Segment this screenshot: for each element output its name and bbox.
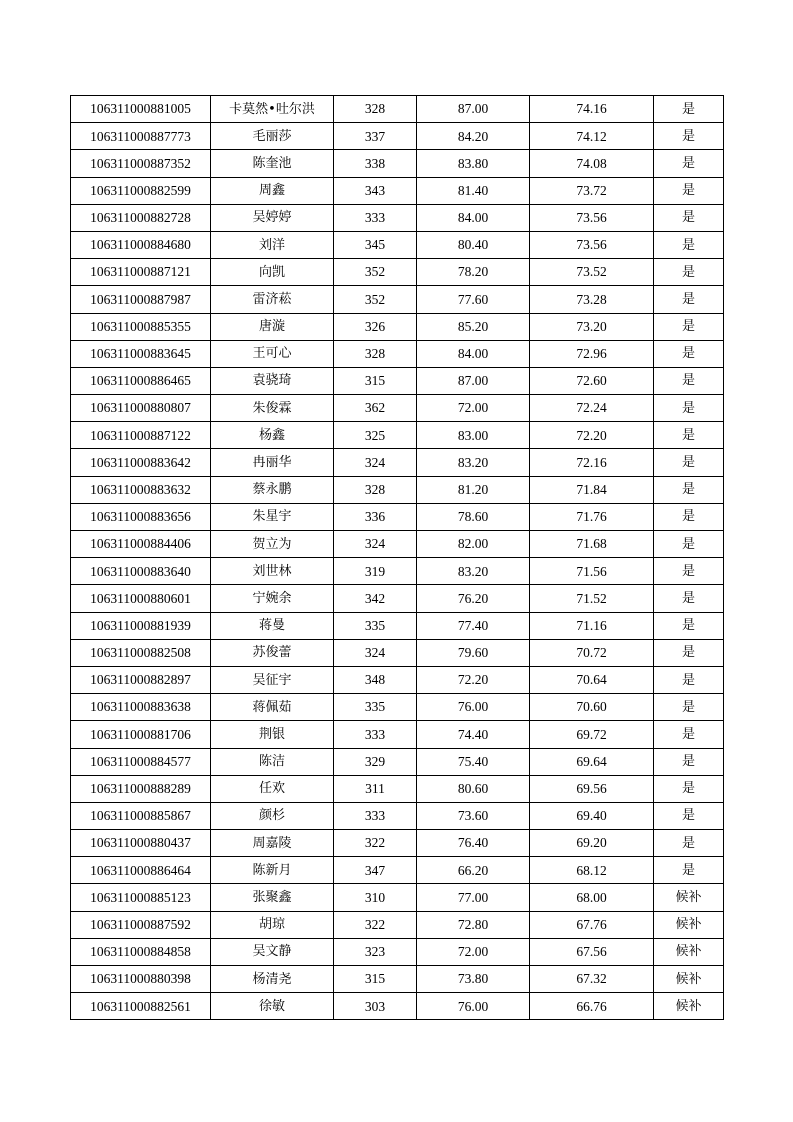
admitted-cell: 是 [654, 558, 724, 585]
table-row [71, 884, 724, 911]
score-cell: 347 [334, 857, 417, 884]
candidate-id-cell: 106311000883642 [71, 449, 211, 476]
candidate-id-cell: 106311000887121 [71, 259, 211, 286]
score-cell: 362 [334, 395, 417, 422]
interview-score-cell: 84.20 [417, 123, 530, 150]
table-row [71, 748, 724, 775]
score-cell: 329 [334, 748, 417, 775]
total-score-cell: 72.24 [530, 395, 654, 422]
total-score-cell: 72.16 [530, 449, 654, 476]
table-row [71, 694, 724, 721]
table-row [71, 993, 724, 1020]
score-cell: 333 [334, 721, 417, 748]
total-score-cell: 71.68 [530, 531, 654, 558]
table-row [71, 476, 724, 503]
candidate-id-cell: 106311000882728 [71, 204, 211, 231]
candidate-id-cell: 106311000884858 [71, 938, 211, 965]
total-score-cell: 69.64 [530, 748, 654, 775]
table-row [71, 123, 724, 150]
admitted-cell: 是 [654, 639, 724, 666]
total-score-cell: 73.52 [530, 259, 654, 286]
admitted-cell: 候补 [654, 911, 724, 938]
candidate-id-cell: 106311000883632 [71, 476, 211, 503]
score-cell: 315 [334, 367, 417, 394]
score-cell: 325 [334, 422, 417, 449]
name-cell: 唐漩 [211, 313, 334, 340]
admitted-cell: 是 [654, 259, 724, 286]
admitted-cell: 是 [654, 721, 724, 748]
score-cell: 310 [334, 884, 417, 911]
name-cell: 周鑫 [211, 177, 334, 204]
admitted-cell: 是 [654, 666, 724, 693]
table-row [71, 721, 724, 748]
total-score-cell: 69.20 [530, 830, 654, 857]
score-cell: 352 [334, 286, 417, 313]
candidate-id-cell: 106311000884680 [71, 231, 211, 258]
table-row [71, 231, 724, 258]
total-score-cell: 70.64 [530, 666, 654, 693]
interview-score-cell: 72.20 [417, 666, 530, 693]
name-cell: 袁骁琦 [211, 367, 334, 394]
total-score-cell: 66.76 [530, 993, 654, 1020]
interview-score-cell: 85.20 [417, 313, 530, 340]
table-row [71, 775, 724, 802]
results-table [70, 95, 724, 1020]
table-row [71, 503, 724, 530]
candidate-id-cell: 106311000880807 [71, 395, 211, 422]
interview-score-cell: 84.00 [417, 204, 530, 231]
candidate-id-cell: 106311000883640 [71, 558, 211, 585]
admitted-cell: 候补 [654, 884, 724, 911]
admitted-cell: 候补 [654, 993, 724, 1020]
admitted-cell: 候补 [654, 966, 724, 993]
interview-score-cell: 77.00 [417, 884, 530, 911]
name-cell: 卡莫然•吐尔洪 [211, 96, 334, 123]
candidate-id-cell: 106311000882897 [71, 666, 211, 693]
candidate-id-cell: 106311000884406 [71, 531, 211, 558]
table-row [71, 558, 724, 585]
table-row [71, 585, 724, 612]
total-score-cell: 73.56 [530, 231, 654, 258]
interview-score-cell: 78.20 [417, 259, 530, 286]
table-row [71, 802, 724, 829]
candidate-id-cell: 106311000881706 [71, 721, 211, 748]
name-cell: 周嘉陵 [211, 830, 334, 857]
interview-score-cell: 74.40 [417, 721, 530, 748]
total-score-cell: 72.96 [530, 340, 654, 367]
admitted-cell: 是 [654, 612, 724, 639]
table-row [71, 204, 724, 231]
table-row [71, 395, 724, 422]
total-score-cell: 74.12 [530, 123, 654, 150]
interview-score-cell: 83.00 [417, 422, 530, 449]
interview-score-cell: 66.20 [417, 857, 530, 884]
admitted-cell: 是 [654, 150, 724, 177]
interview-score-cell: 83.20 [417, 558, 530, 585]
name-cell: 冉丽华 [211, 449, 334, 476]
admitted-cell: 是 [654, 123, 724, 150]
total-score-cell: 69.40 [530, 802, 654, 829]
name-cell: 王可心 [211, 340, 334, 367]
name-cell: 毛丽莎 [211, 123, 334, 150]
admitted-cell: 是 [654, 531, 724, 558]
candidate-id-cell: 106311000888289 [71, 775, 211, 802]
admitted-cell: 是 [654, 340, 724, 367]
total-score-cell: 67.76 [530, 911, 654, 938]
table-row [71, 150, 724, 177]
table-row [71, 830, 724, 857]
score-cell: 336 [334, 503, 417, 530]
total-score-cell: 71.16 [530, 612, 654, 639]
score-cell: 324 [334, 639, 417, 666]
candidate-id-cell: 106311000880601 [71, 585, 211, 612]
candidate-id-cell: 106311000887352 [71, 150, 211, 177]
interview-score-cell: 76.00 [417, 993, 530, 1020]
admitted-cell: 是 [654, 177, 724, 204]
name-cell: 朱星宇 [211, 503, 334, 530]
interview-score-cell: 73.60 [417, 802, 530, 829]
name-cell: 吴婷婷 [211, 204, 334, 231]
admitted-cell: 是 [654, 503, 724, 530]
score-cell: 303 [334, 993, 417, 1020]
admitted-cell: 是 [654, 775, 724, 802]
table-row [71, 612, 724, 639]
score-cell: 322 [334, 830, 417, 857]
admitted-cell: 是 [654, 748, 724, 775]
admitted-cell: 是 [654, 449, 724, 476]
results-table-body [71, 96, 724, 1020]
total-score-cell: 67.32 [530, 966, 654, 993]
name-cell: 苏俊蕾 [211, 639, 334, 666]
interview-score-cell: 79.60 [417, 639, 530, 666]
score-cell: 324 [334, 531, 417, 558]
interview-score-cell: 87.00 [417, 96, 530, 123]
name-cell: 刘世林 [211, 558, 334, 585]
name-cell: 杨鑫 [211, 422, 334, 449]
candidate-id-cell: 106311000887987 [71, 286, 211, 313]
total-score-cell: 69.56 [530, 775, 654, 802]
score-cell: 342 [334, 585, 417, 612]
name-cell: 张聚鑫 [211, 884, 334, 911]
interview-score-cell: 75.40 [417, 748, 530, 775]
interview-score-cell: 76.00 [417, 694, 530, 721]
total-score-cell: 71.56 [530, 558, 654, 585]
total-score-cell: 74.08 [530, 150, 654, 177]
score-cell: 352 [334, 259, 417, 286]
total-score-cell: 67.56 [530, 938, 654, 965]
admitted-cell: 候补 [654, 938, 724, 965]
interview-score-cell: 80.60 [417, 775, 530, 802]
interview-score-cell: 77.40 [417, 612, 530, 639]
name-cell: 蒋佩茹 [211, 694, 334, 721]
score-cell: 338 [334, 150, 417, 177]
candidate-id-cell: 106311000886464 [71, 857, 211, 884]
name-cell: 颜杉 [211, 802, 334, 829]
admitted-cell: 是 [654, 367, 724, 394]
admitted-cell: 是 [654, 585, 724, 612]
admitted-cell: 是 [654, 476, 724, 503]
score-cell: 319 [334, 558, 417, 585]
score-cell: 335 [334, 694, 417, 721]
interview-score-cell: 84.00 [417, 340, 530, 367]
name-cell: 陈洁 [211, 748, 334, 775]
table-row [71, 313, 724, 340]
name-cell: 宁婉余 [211, 585, 334, 612]
admitted-cell: 是 [654, 286, 724, 313]
total-score-cell: 70.60 [530, 694, 654, 721]
candidate-id-cell: 106311000885123 [71, 884, 211, 911]
admitted-cell: 是 [654, 857, 724, 884]
score-cell: 335 [334, 612, 417, 639]
candidate-id-cell: 106311000886465 [71, 367, 211, 394]
interview-score-cell: 83.20 [417, 449, 530, 476]
score-cell: 328 [334, 96, 417, 123]
table-row [71, 857, 724, 884]
name-cell: 刘洋 [211, 231, 334, 258]
score-cell: 322 [334, 911, 417, 938]
table-row [71, 259, 724, 286]
candidate-id-cell: 106311000883645 [71, 340, 211, 367]
admitted-cell: 是 [654, 395, 724, 422]
score-cell: 315 [334, 966, 417, 993]
interview-score-cell: 82.00 [417, 531, 530, 558]
candidate-id-cell: 106311000882561 [71, 993, 211, 1020]
total-score-cell: 68.12 [530, 857, 654, 884]
interview-score-cell: 81.20 [417, 476, 530, 503]
admitted-cell: 是 [654, 96, 724, 123]
interview-score-cell: 80.40 [417, 231, 530, 258]
table-row [71, 911, 724, 938]
table-row [71, 96, 724, 123]
score-cell: 328 [334, 476, 417, 503]
score-cell: 326 [334, 313, 417, 340]
score-cell: 333 [334, 802, 417, 829]
score-cell: 328 [334, 340, 417, 367]
table-row [71, 938, 724, 965]
candidate-id-cell: 106311000883638 [71, 694, 211, 721]
candidate-id-cell: 106311000885867 [71, 802, 211, 829]
admitted-cell: 是 [654, 422, 724, 449]
table-row [71, 177, 724, 204]
name-cell: 陈奎池 [211, 150, 334, 177]
table-row [71, 531, 724, 558]
total-score-cell: 70.72 [530, 639, 654, 666]
name-cell: 陈新月 [211, 857, 334, 884]
total-score-cell: 72.20 [530, 422, 654, 449]
candidate-id-cell: 106311000885355 [71, 313, 211, 340]
candidate-id-cell: 106311000887773 [71, 123, 211, 150]
interview-score-cell: 72.00 [417, 938, 530, 965]
name-cell: 贺立为 [211, 531, 334, 558]
candidate-id-cell: 106311000882599 [71, 177, 211, 204]
admitted-cell: 是 [654, 802, 724, 829]
interview-score-cell: 87.00 [417, 367, 530, 394]
interview-score-cell: 73.80 [417, 966, 530, 993]
candidate-id-cell: 106311000882508 [71, 639, 211, 666]
candidate-id-cell: 106311000884577 [71, 748, 211, 775]
candidate-id-cell: 106311000887122 [71, 422, 211, 449]
candidate-id-cell: 106311000883656 [71, 503, 211, 530]
table-row [71, 286, 724, 313]
interview-score-cell: 76.40 [417, 830, 530, 857]
name-cell: 胡琼 [211, 911, 334, 938]
total-score-cell: 71.76 [530, 503, 654, 530]
interview-score-cell: 78.60 [417, 503, 530, 530]
name-cell: 吴文静 [211, 938, 334, 965]
table-row [71, 422, 724, 449]
name-cell: 徐敏 [211, 993, 334, 1020]
table-row [71, 639, 724, 666]
score-cell: 311 [334, 775, 417, 802]
score-cell: 343 [334, 177, 417, 204]
interview-score-cell: 77.60 [417, 286, 530, 313]
total-score-cell: 71.52 [530, 585, 654, 612]
score-cell: 345 [334, 231, 417, 258]
total-score-cell: 73.28 [530, 286, 654, 313]
score-cell: 337 [334, 123, 417, 150]
admitted-cell: 是 [654, 313, 724, 340]
candidate-id-cell: 106311000881939 [71, 612, 211, 639]
name-cell: 蔡永鹏 [211, 476, 334, 503]
table-row [71, 666, 724, 693]
score-cell: 323 [334, 938, 417, 965]
score-cell: 333 [334, 204, 417, 231]
name-cell: 向凯 [211, 259, 334, 286]
score-cell: 348 [334, 666, 417, 693]
total-score-cell: 69.72 [530, 721, 654, 748]
table-row [71, 340, 724, 367]
candidate-id-cell: 106311000880398 [71, 966, 211, 993]
admitted-cell: 是 [654, 231, 724, 258]
admitted-cell: 是 [654, 204, 724, 231]
score-cell: 324 [334, 449, 417, 476]
total-score-cell: 68.00 [530, 884, 654, 911]
name-cell: 雷济菘 [211, 286, 334, 313]
interview-score-cell: 72.80 [417, 911, 530, 938]
name-cell: 蒋曼 [211, 612, 334, 639]
total-score-cell: 74.16 [530, 96, 654, 123]
total-score-cell: 72.60 [530, 367, 654, 394]
interview-score-cell: 81.40 [417, 177, 530, 204]
candidate-id-cell: 106311000881005 [71, 96, 211, 123]
total-score-cell: 73.72 [530, 177, 654, 204]
interview-score-cell: 83.80 [417, 150, 530, 177]
interview-score-cell: 72.00 [417, 395, 530, 422]
admitted-cell: 是 [654, 694, 724, 721]
table-row [71, 367, 724, 394]
admitted-cell: 是 [654, 830, 724, 857]
total-score-cell: 73.56 [530, 204, 654, 231]
name-cell: 朱俊霖 [211, 395, 334, 422]
table-row [71, 966, 724, 993]
name-cell: 任欢 [211, 775, 334, 802]
name-cell: 吴征宇 [211, 666, 334, 693]
candidate-id-cell: 106311000880437 [71, 830, 211, 857]
table-row [71, 449, 724, 476]
total-score-cell: 73.20 [530, 313, 654, 340]
total-score-cell: 71.84 [530, 476, 654, 503]
candidate-id-cell: 106311000887592 [71, 911, 211, 938]
name-cell: 杨清尧 [211, 966, 334, 993]
interview-score-cell: 76.20 [417, 585, 530, 612]
name-cell: 荆银 [211, 721, 334, 748]
